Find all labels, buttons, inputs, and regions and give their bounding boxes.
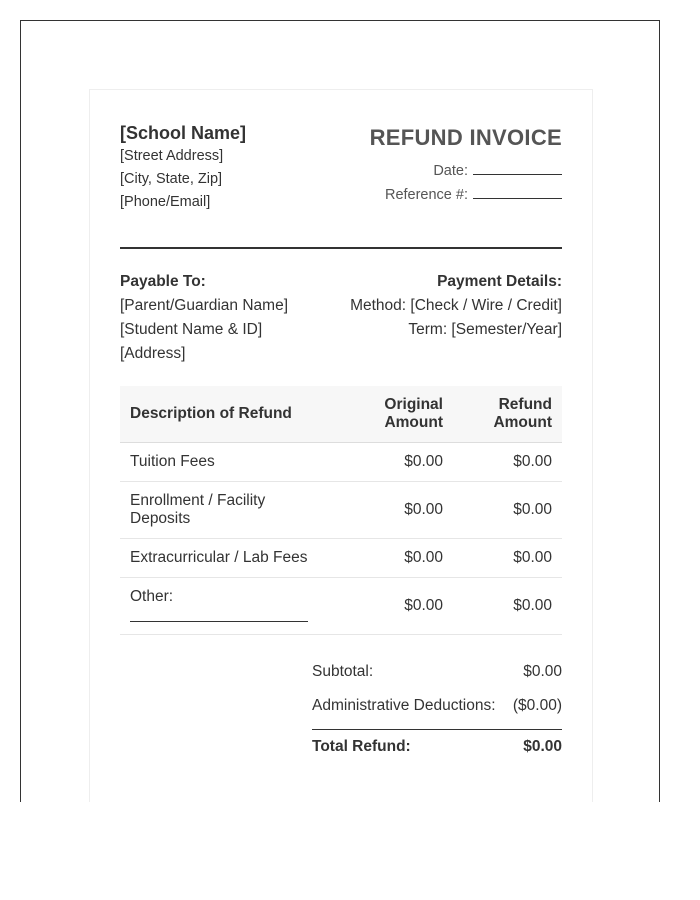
header-original	[336, 386, 453, 443]
table-header-row	[120, 386, 562, 443]
reference-label: Reference #:	[384, 187, 468, 203]
invoice-header	[120, 90, 562, 249]
row-refund: $0.00	[453, 482, 562, 539]
school-info	[120, 122, 246, 214]
subtotal-value: $0.00	[523, 663, 562, 680]
payable-heading: Payable To:	[120, 273, 206, 290]
deductions-value: ($0.00)	[512, 697, 562, 714]
row-original: $0.00	[336, 443, 453, 482]
school-name: [School Name]	[120, 123, 247, 143]
invoice-title: REFUND INVOICE	[369, 125, 562, 150]
payment-term: Term: [Semester/Year]	[408, 321, 562, 338]
row-original: $0.00	[336, 482, 453, 539]
date-field[interactable]	[473, 161, 562, 175]
school-street: [Street Address]	[120, 148, 224, 164]
table-row	[120, 539, 562, 578]
header-refund-line1: Refund	[498, 396, 552, 413]
deductions-label: Administrative Deductions:	[312, 697, 496, 714]
invoice-sheet	[89, 89, 593, 802]
guardian-name: [Parent/Guardian Name]	[120, 297, 289, 314]
payable-address: [Address]	[120, 345, 186, 362]
header-original-line1: Original	[384, 396, 443, 413]
total-label: Total Refund:	[312, 738, 411, 755]
header-description: Description of Refund	[120, 386, 336, 443]
date-row	[370, 159, 562, 183]
other-wrap	[130, 584, 326, 629]
row-original: $0.00	[336, 578, 453, 635]
row-description: Tuition Fees	[120, 443, 336, 482]
parties-section	[120, 249, 562, 386]
invoice-meta	[370, 123, 562, 207]
refund-table	[120, 386, 562, 635]
school-city: [City, State, Zip]	[120, 171, 223, 187]
school-contact: [Phone/Email]	[120, 194, 211, 210]
header-original-line2: Amount	[384, 414, 443, 431]
header-refund-line2: Amount	[493, 414, 552, 431]
payment-details	[350, 270, 562, 342]
row-refund: $0.00	[453, 443, 562, 482]
row-refund: $0.00	[453, 578, 562, 635]
table-row	[120, 578, 562, 635]
invoice-content	[120, 90, 562, 764]
table-row	[120, 482, 562, 539]
row-description-other	[120, 578, 336, 635]
total-value: $0.00	[523, 738, 562, 755]
subtotal-row	[312, 655, 562, 689]
total-row	[312, 729, 562, 764]
row-description: Extracurricular / Lab Fees	[120, 539, 336, 578]
header-refund	[453, 386, 562, 443]
student-name: [Student Name & ID]	[120, 321, 263, 338]
row-refund: $0.00	[453, 539, 562, 578]
date-label: Date:	[433, 163, 468, 179]
table-row	[120, 443, 562, 482]
deductions-row	[312, 689, 562, 723]
row-original: $0.00	[336, 539, 453, 578]
other-field[interactable]	[130, 621, 308, 622]
totals-section	[312, 655, 562, 764]
other-label: Other:	[130, 587, 174, 605]
reference-field[interactable]	[473, 185, 562, 199]
row-description: Enrollment / Facility Deposits	[120, 482, 336, 539]
subtotal-label: Subtotal:	[312, 663, 374, 680]
payment-method: Method: [Check / Wire / Credit]	[350, 297, 562, 314]
reference-row	[370, 183, 562, 207]
payment-heading: Payment Details:	[437, 273, 562, 290]
payable-to	[120, 270, 288, 366]
